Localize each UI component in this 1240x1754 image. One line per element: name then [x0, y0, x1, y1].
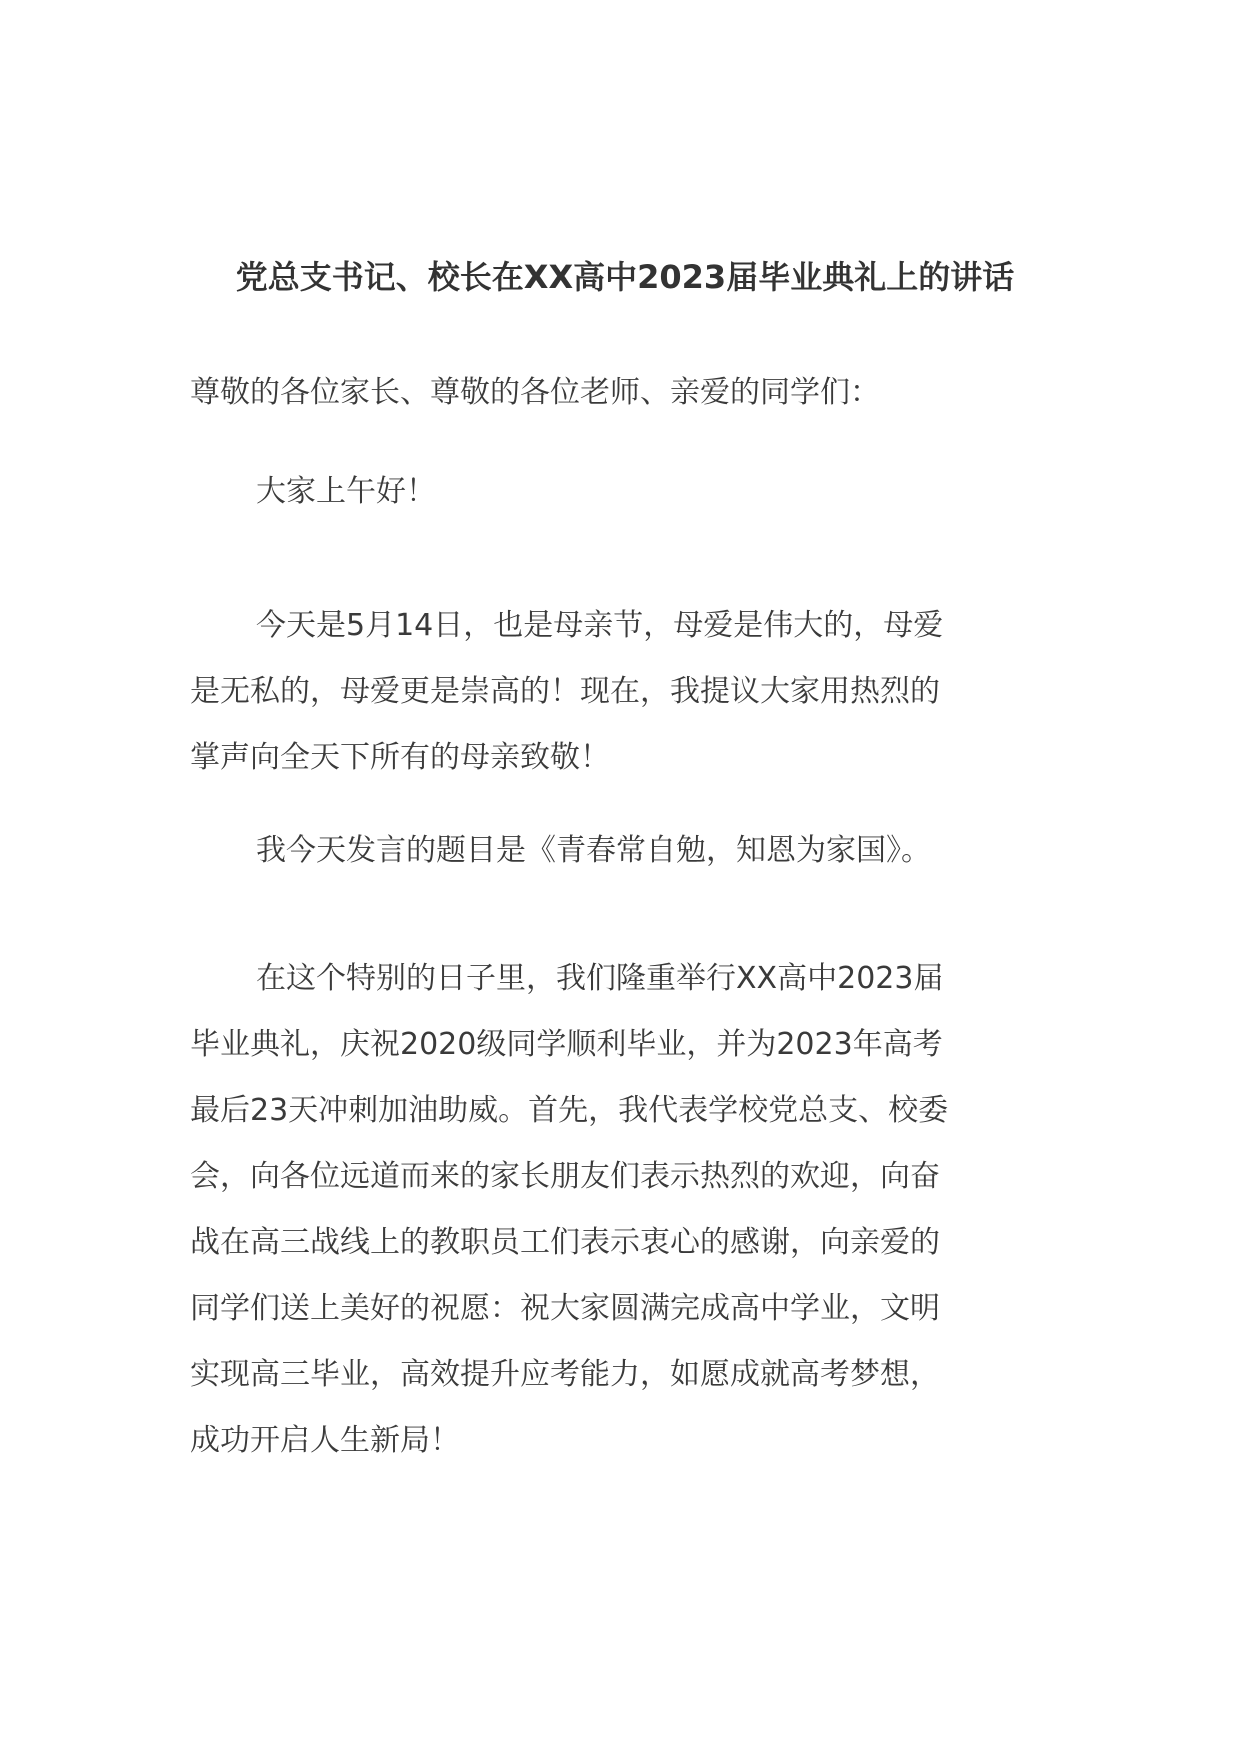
document-title: 党总支书记、校长在XX高中2023届毕业典礼上的讲话: [235, 258, 1015, 296]
paragraph-line: 最后23天冲刺加油助威。首先，我代表学校党总支、校委: [190, 1093, 949, 1128]
paragraph-line: 大家上午好！: [256, 474, 436, 509]
paragraph-line: 我今天发言的题目是《青春常自勉，知恩为家国》。: [256, 833, 931, 868]
paragraph-line: 同学们送上美好的祝愿：祝大家圆满完成高中学业，文明: [190, 1291, 940, 1326]
paragraph-line: 会，向各位远道而来的家长朋友们表示热烈的欢迎，向奋: [190, 1159, 940, 1194]
paragraph-line: 成功开启人生新局！: [190, 1423, 460, 1458]
paragraph-line: 毕业典礼，庆祝2020级同学顺利毕业，并为2023年高考: [190, 1027, 943, 1062]
paragraph-speech-topic: [190, 829, 1060, 873]
paragraph-line: 实现高三毕业，高效提升应考能力，如愿成就高考梦想，: [190, 1357, 940, 1392]
paragraph-line: 掌声向全天下所有的母亲致敬！: [190, 740, 610, 775]
paragraph-greeting: [190, 470, 1060, 514]
paragraph-ceremony: [190, 946, 1060, 1474]
paragraph-line: 战在高三战线上的教职员工们表示衷心的感谢，向亲爱的: [190, 1225, 940, 1260]
paragraph-line: 在这个特别的日子里，我们隆重举行XX高中2023届: [256, 961, 944, 996]
salutation: 尊敬的各位家长、尊敬的各位老师、亲爱的同学们：: [190, 375, 880, 410]
paragraph-mothers-day: [190, 593, 1060, 791]
paragraph-line: 是无私的，母爱更是崇高的！现在，我提议大家用热烈的: [190, 674, 940, 709]
paragraph-line: 今天是5月14日，也是母亲节，母爱是伟大的，母爱: [256, 608, 944, 643]
